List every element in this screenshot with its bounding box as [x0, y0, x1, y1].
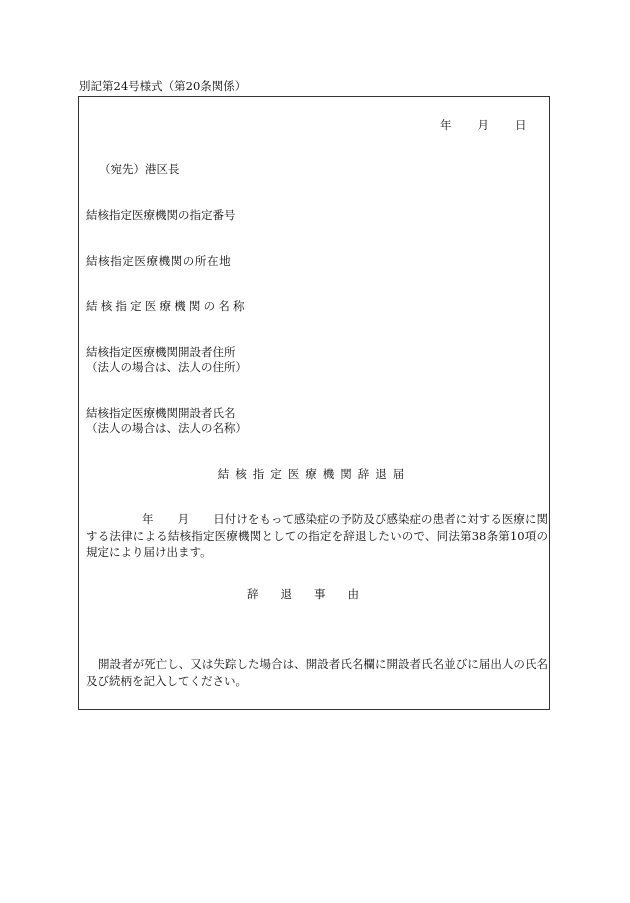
date-day: 日 — [515, 118, 527, 132]
body-year: 年 — [142, 512, 154, 526]
date-line — [440, 117, 527, 134]
field-designation-number: 結核指定医療機関の指定番号 — [86, 208, 236, 222]
field-founder-name: 結核指定医療機関開設者氏名 — [86, 406, 236, 420]
body-month: 月 — [177, 512, 190, 526]
form-label: 別記第24号様式（第20条関係） — [79, 79, 247, 93]
reason-heading: 辞退事由 — [247, 587, 381, 601]
addressee: （宛先）港区長 — [99, 162, 180, 176]
document-title: 結核指定医療機関辞退届 — [217, 467, 411, 481]
field-founder-address-note: （法人の場合は、法人の住所） — [86, 360, 247, 374]
date-month: 月 — [477, 118, 489, 132]
field-founder-address: 結核指定医療機関開設者住所 — [86, 345, 236, 359]
note-paragraph: 開設者が死亡し、又は失踪した場合は、開設者氏名欄に開設者氏名並びに届出人の氏名及び続柄を記入してください。 — [86, 657, 548, 688]
body-text: 日付けをもって感染症の予防及び感染症の患者に対する医療に関する法律による結核指定医療機関としての指定を辞退したいので、同法第38条第10項の規定により届け出ます。 — [86, 512, 549, 560]
field-location: 結核指定医療機関の所在地 — [86, 254, 232, 268]
field-founder-name-note: （法人の場合は、法人の名称） — [86, 421, 247, 435]
date-year: 年 — [440, 118, 452, 132]
body-paragraph — [86, 511, 548, 561]
field-name: 結核指定医療機関の名称 — [86, 299, 248, 313]
form-frame — [78, 96, 550, 710]
